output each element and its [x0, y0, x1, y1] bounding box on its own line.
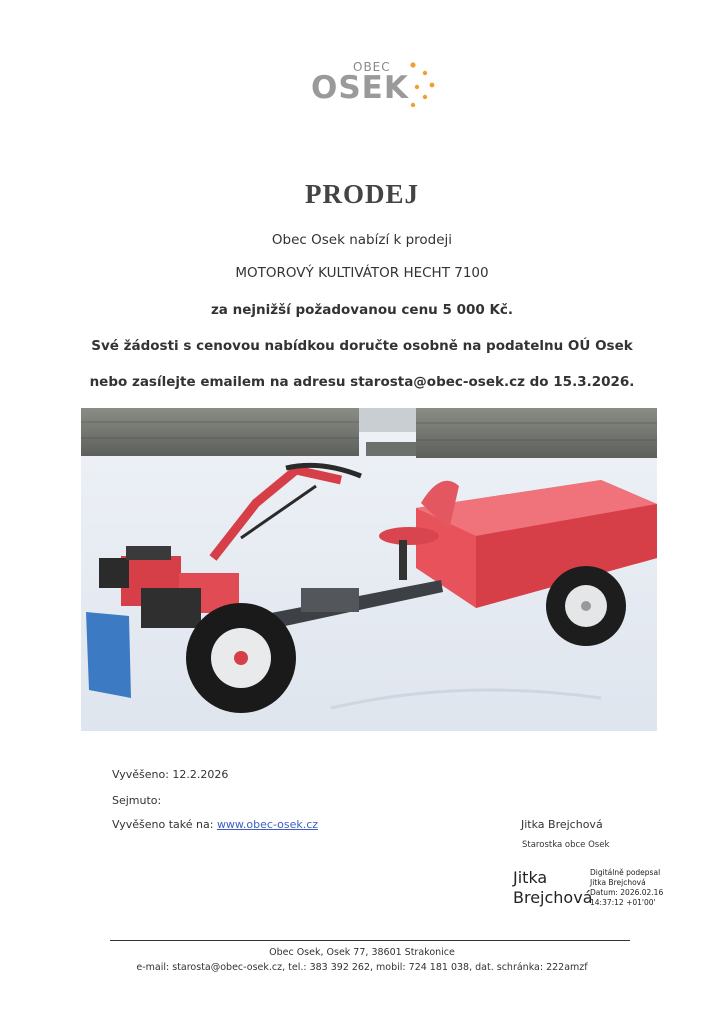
website-link[interactable]: www.obec-osek.cz	[216, 818, 319, 831]
logo-small-text: OBEC	[353, 60, 391, 74]
instructions-line: Své žádosti s cenovou nabídkou doručte osobně na podatelnu OÚ Osek	[91, 338, 633, 354]
logo-dots-icon	[403, 61, 443, 107]
signature-info-4: 14:37:12 +01'00'	[590, 898, 656, 907]
signer-role: Starostka obce Osek	[522, 840, 610, 850]
footer-address: Obec Osek, Osek 77, 38601 Strakonice	[269, 947, 455, 958]
municipality-logo	[311, 58, 441, 110]
page-title: PRODEJ	[305, 179, 419, 209]
digital-signature-name	[513, 868, 593, 908]
cultivator-photo	[81, 408, 657, 731]
signature-info-3: Datum: 2026.02.16	[590, 888, 664, 897]
deadline-line: nebo zasílejte emailem na adresu starosta@obec-osek.cz do 15.3.2026.	[89, 374, 635, 390]
signature-first-name: Jitka	[513, 868, 548, 887]
footer-contacts: e-mail: starosta@obec-osek.cz, tel.: 383 392 262, mobil: 724 181 038, dat. schránka: 222amzf	[136, 962, 588, 973]
signature-last-name: Brejchová	[513, 888, 593, 907]
digital-signature-info	[590, 868, 663, 908]
signature-info-1: Digitálně podepsal	[590, 868, 661, 877]
also-posted	[112, 818, 318, 831]
logo-big-text: OSEK	[311, 70, 409, 106]
signature-info-2: Jitka Brejchová	[590, 878, 646, 887]
offer-intro: Obec Osek nabízí k prodeji	[271, 232, 453, 248]
product-name: MOTOROVÝ KULTIVÁTOR HECHT 7100	[235, 265, 489, 281]
footer-divider	[110, 940, 630, 941]
signer-name: Jitka Brejchová	[521, 818, 603, 831]
also-posted-label: Vyvěšeno také na:	[112, 818, 217, 831]
price-line: za nejnižší požadovanou cenu 5 000 Kč.	[210, 302, 514, 318]
posted-date: Vyvěšeno: 12.2.2026	[112, 768, 229, 781]
removed-date: Sejmuto:	[112, 794, 162, 807]
